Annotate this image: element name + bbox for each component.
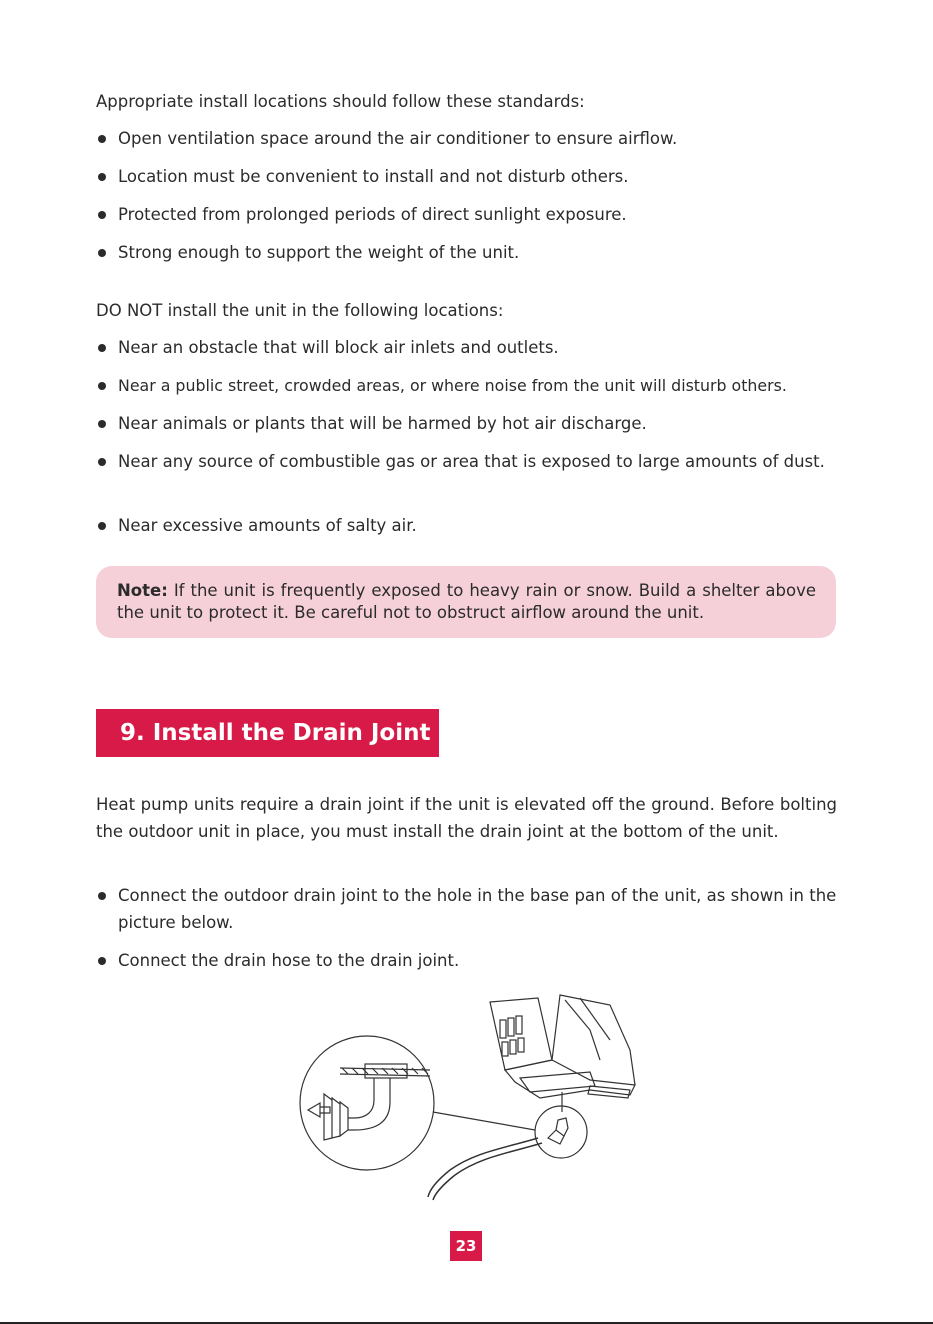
bullet-icon — [98, 344, 106, 352]
bullet-icon — [98, 522, 106, 530]
list-item: Near an obstacle that will block air inlets and outlets. — [96, 334, 841, 361]
section-heading: 9. Install the Drain Joint — [96, 709, 439, 757]
bullet-icon — [98, 135, 106, 143]
drain-joint-illustration — [290, 990, 650, 1205]
bullet-icon — [98, 211, 106, 219]
outdoor-unit-drawing — [490, 995, 635, 1112]
bullet-icon — [98, 892, 106, 900]
list-item: Near animals or plants that will be harmed by hot air discharge. — [96, 410, 841, 437]
drain-joint-paragraph: Heat pump units require a drain joint if the unit is elevated off the ground. Before bolting the outdoor unit in place, you must install the drain joint at the bottom of the unit. — [96, 795, 837, 841]
page-number: 23 — [450, 1231, 482, 1261]
list-item: Near any source of combustible gas or area that is exposed to large amounts of dust. — [96, 448, 831, 475]
list-item: Protected from prolonged periods of direct sunlight exposure. — [96, 201, 841, 228]
list-item: Strong enough to support the weight of the unit. — [96, 239, 841, 266]
bullet-icon — [98, 420, 106, 428]
list-item: Near a public street, crowded areas, or where noise from the unit will disturb others. — [96, 372, 841, 399]
note-label: Note: — [117, 581, 168, 600]
list-item: Near excessive amounts of salty air. — [96, 512, 841, 539]
bullet-icon — [98, 957, 106, 965]
bullet-icon — [98, 382, 106, 390]
bullet-icon — [98, 458, 106, 466]
arrow-left-icon — [308, 1103, 330, 1117]
intro-do-not: DO NOT install the unit in the following locations: — [96, 301, 504, 320]
note-box — [96, 566, 836, 638]
bullet-icon — [98, 249, 106, 257]
note-text: If the unit is frequently exposed to heavy rain or snow. Build a shelter above the unit to protect it. Be careful not to obstruct airflow around the unit. — [117, 581, 816, 622]
detail-circle — [535, 1106, 587, 1158]
list-item: Connect the drain hose to the drain joint. — [96, 947, 841, 974]
bullet-icon — [98, 173, 106, 181]
intro-standards: Appropriate install locations should follow these standards: — [96, 92, 585, 111]
list-item: Connect the outdoor drain joint to the hole in the base pan of the unit, as shown in the picture below. — [96, 882, 841, 936]
list-item: Open ventilation space around the air conditioner to ensure airflow. — [96, 125, 841, 152]
list-item: Location must be convenient to install and not disturb others. — [96, 163, 841, 190]
